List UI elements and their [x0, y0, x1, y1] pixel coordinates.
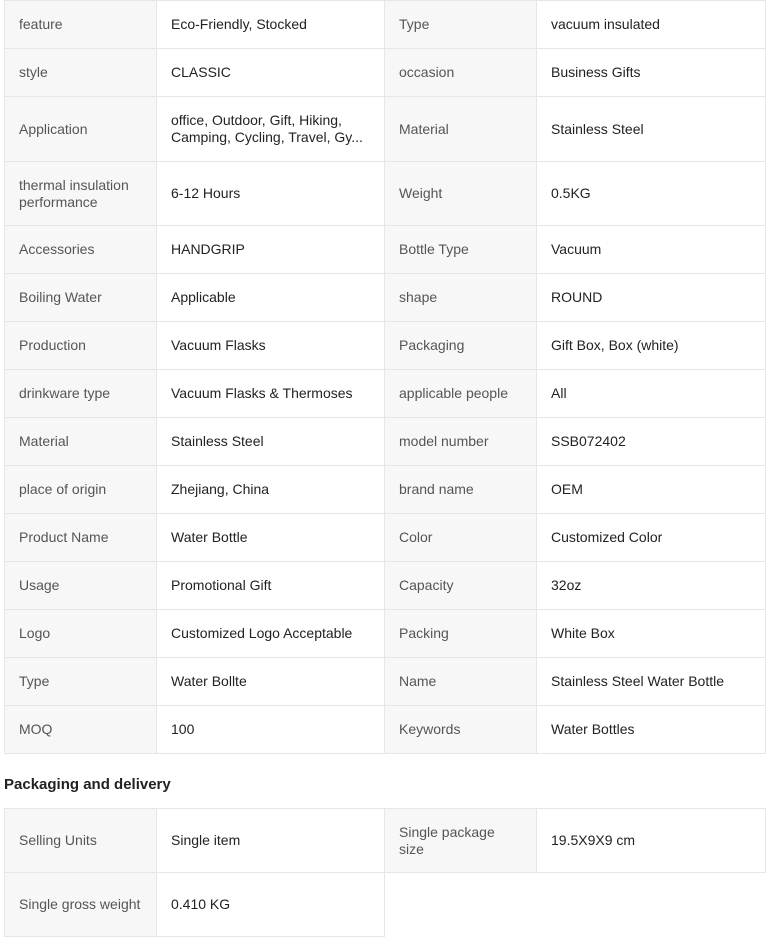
- attribute-key: feature: [5, 1, 157, 49]
- attribute-value: Water Bollte: [157, 658, 385, 706]
- attribute-key: Application: [5, 97, 157, 162]
- attributes-table: [4, 0, 766, 754]
- attribute-value: Business Gifts: [537, 49, 766, 97]
- attribute-value: Applicable: [157, 274, 385, 322]
- attribute-key: brand name: [385, 466, 537, 514]
- attribute-key: drinkware type: [5, 370, 157, 418]
- table-row: [5, 610, 766, 658]
- attribute-key: Accessories: [5, 226, 157, 274]
- attribute-value: Customized Logo Acceptable: [157, 610, 385, 658]
- attribute-value: CLASSIC: [157, 49, 385, 97]
- attribute-value: OEM: [537, 466, 766, 514]
- attribute-key: Material: [5, 418, 157, 466]
- table-row: [5, 97, 766, 162]
- attribute-value: 6-12 Hours: [157, 162, 385, 226]
- attribute-key: Material: [385, 97, 537, 162]
- attribute-value: [157, 97, 385, 162]
- packaging-table: [4, 808, 766, 937]
- attribute-value-text: office, Outdoor, Gift, Hiking, Camping, Cycling, Travel, Gy...: [171, 112, 363, 145]
- attribute-key: Production: [5, 322, 157, 370]
- attribute-key: model number: [385, 418, 537, 466]
- attribute-key: Usage: [5, 562, 157, 610]
- table-row: [5, 370, 766, 418]
- table-row: [5, 562, 766, 610]
- attribute-value: Zhejiang, China: [157, 466, 385, 514]
- attribute-key: Capacity: [385, 562, 537, 610]
- attribute-key: Name: [385, 658, 537, 706]
- attribute-value: Customized Color: [537, 514, 766, 562]
- attribute-key: Packaging: [385, 322, 537, 370]
- attribute-key: Color: [385, 514, 537, 562]
- attribute-value: Water Bottle: [157, 514, 385, 562]
- attribute-key: shape: [385, 274, 537, 322]
- table-row: [5, 322, 766, 370]
- attribute-key: Weight: [385, 162, 537, 226]
- attribute-value: SSB072402: [537, 418, 766, 466]
- attribute-key: Single package size: [385, 809, 537, 873]
- attribute-key: Type: [385, 1, 537, 49]
- table-row: [5, 514, 766, 562]
- attribute-key: Keywords: [385, 706, 537, 754]
- table-row: [5, 658, 766, 706]
- table-row: [5, 809, 766, 873]
- attribute-value: 19.5X9X9 cm: [537, 809, 766, 873]
- attribute-value: Vacuum Flasks: [157, 322, 385, 370]
- attribute-key: Single gross weight: [5, 873, 157, 937]
- attribute-key: place of origin: [5, 466, 157, 514]
- attribute-key: Product Name: [5, 514, 157, 562]
- attribute-key: style: [5, 49, 157, 97]
- attribute-key: MOQ: [5, 706, 157, 754]
- attribute-value: 0.5KG: [537, 162, 766, 226]
- attribute-value: Stainless Steel: [157, 418, 385, 466]
- attribute-value: 0.410 KG: [157, 873, 385, 937]
- attribute-value: All: [537, 370, 766, 418]
- table-row: [5, 49, 766, 97]
- attribute-value: HANDGRIP: [157, 226, 385, 274]
- packaging-section-title: Packaging and delivery: [4, 776, 171, 793]
- attribute-value: Promotional Gift: [157, 562, 385, 610]
- attribute-key: thermal insulation performance: [5, 162, 157, 226]
- attribute-value: White Box: [537, 610, 766, 658]
- attribute-value: Stainless Steel Water Bottle: [537, 658, 766, 706]
- attribute-key: Bottle Type: [385, 226, 537, 274]
- table-row: [5, 162, 766, 226]
- attribute-value: ROUND: [537, 274, 766, 322]
- table-row: [5, 1, 766, 49]
- table-row: [5, 466, 766, 514]
- attribute-key: Packing: [385, 610, 537, 658]
- table-row: [5, 418, 766, 466]
- attribute-value: Single item: [157, 809, 385, 873]
- attribute-key: Logo: [5, 610, 157, 658]
- attribute-key: Selling Units: [5, 809, 157, 873]
- attribute-value: Eco-Friendly, Stocked: [157, 1, 385, 49]
- table-row: [5, 274, 766, 322]
- attribute-value: Vacuum: [537, 226, 766, 274]
- attribute-value: Stainless Steel: [537, 97, 766, 162]
- attribute-key: applicable people: [385, 370, 537, 418]
- attribute-value: Vacuum Flasks & Thermoses: [157, 370, 385, 418]
- table-row: [5, 226, 766, 274]
- attribute-value: 100: [157, 706, 385, 754]
- attribute-key: occasion: [385, 49, 537, 97]
- attribute-value: Water Bottles: [537, 706, 766, 754]
- attribute-key: Type: [5, 658, 157, 706]
- attribute-key: Boiling Water: [5, 274, 157, 322]
- table-row: [5, 873, 766, 937]
- attribute-value: Gift Box, Box (white): [537, 322, 766, 370]
- empty-cell: [385, 873, 766, 937]
- attribute-value: 32oz: [537, 562, 766, 610]
- table-row: [5, 706, 766, 754]
- attribute-value: vacuum insulated: [537, 1, 766, 49]
